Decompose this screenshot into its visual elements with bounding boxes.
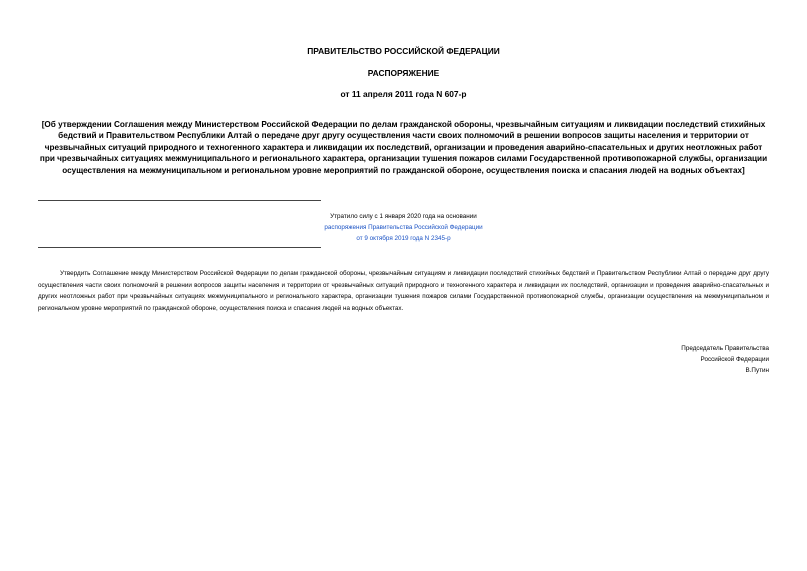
divider-bottom [38,247,321,248]
document-title: [Об утверждении Соглашения между Министерством Российской Федерации по делам гражданской обороны, чрезвычайным ситуациям и ликвидации последствий стихийных бедствий и Правительством Республики Алтай о передаче друг другу осуществления части своих полномочий в решении вопросов защиты населения и территории от чрезвычайных ситуаций природного и техногенного характера и ликвидации их последствий, организации и проведения аварийно-спасательных и других неотложных работ при чрезвычайных ситуациях межмуниципального и регионального характера, организации тушения пожаров силами Государственной противопожарной службы, организации осуществления на межмуниципальном и региональном уровне мероприятий по гражданской обороне, осуществления поиска и спасания людей на водных объектах] [39,120,768,175]
repeal-order-link[interactable] [300,222,507,233]
document-date-number: от 11 апреля 2011 года N 607-р [340,89,467,99]
body-paragraph: Утвердить Соглашение между Министерством Российской Федерации по делам гражданской обороны, чрезвычайным ситуациям и ликвидации последствий стихийных бедствий и Правительством Республики Алтай о передаче друг другу осуществления части своих полномочий в решении вопросов защиты населения и территории от чрезвычайных ситуаций природного и техногенного характера и ликвидации их последствий, организации и проведения аварийно-спасательных и других неотложных работ при чрезвычайных ситуациях межмуниципального и регионального характера, организации тушения пожаров силами Государственной противопожарной службы, организации осуществления на межмуниципальном и региональном уровне мероприятий по гражданской обороне, осуществления поиска и спасания людей на водных объектах. [38,270,769,312]
status-notice [300,211,507,244]
signature-block [681,343,769,376]
signatory-position-line1: Председатель Правительства [681,345,769,352]
repeal-order-link-line1[interactable]: распоряжения Правительства Российской Федерации [324,224,483,231]
signatory-position-line2: Российской Федерации [700,356,769,363]
issuing-authority: ПРАВИТЕЛЬСТВО РОССИЙСКОЙ ФЕДЕРАЦИИ [307,46,500,56]
document-type: РАСПОРЯЖЕНИЕ [367,68,440,78]
status-text: Утратило силу с 1 января 2020 года на основании [330,213,477,220]
signatory-name: В.Путин [745,367,769,374]
divider-top [38,200,321,201]
repeal-order-date-link[interactable] [300,233,507,244]
repeal-order-link-line2[interactable]: от 9 октября 2019 года N 2345-р [356,235,451,242]
